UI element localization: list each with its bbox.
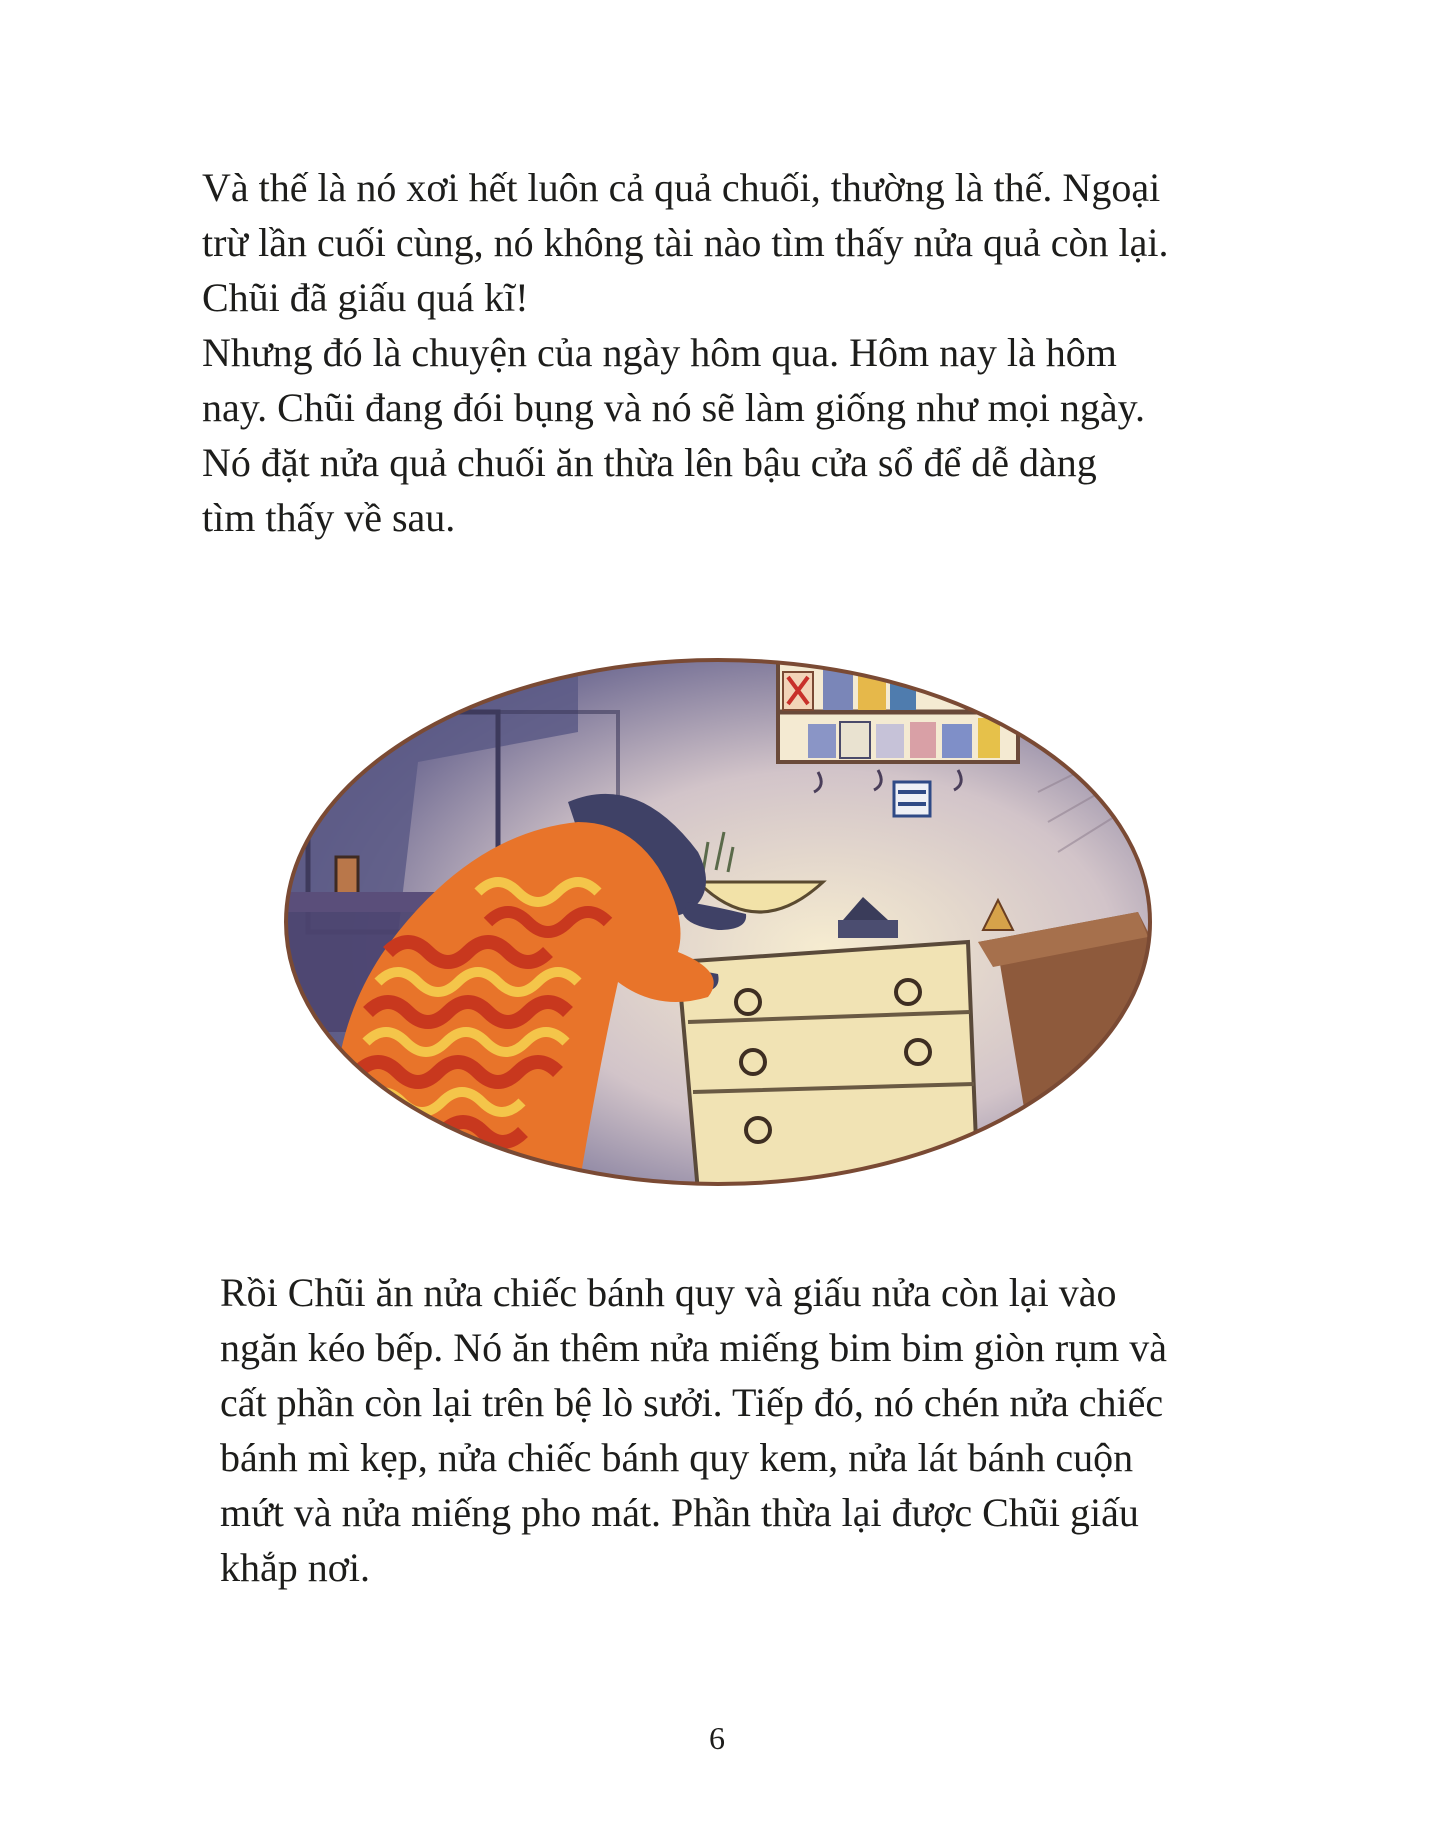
text-line: Và thế là nó xơi hết luôn cả quả chuối, thường là thế. Ngoại <box>202 165 1161 210</box>
text-line: Rồi Chũi ăn nửa chiếc bánh quy và giấu nửa còn lại vào <box>220 1270 1117 1315</box>
page-number: 6 <box>709 1720 725 1756</box>
text-line: Nó đặt nửa quả chuối ăn thừa lên bậu cửa sổ để dễ dàng <box>202 440 1097 485</box>
text-line: bánh mì kẹp, nửa chiếc bánh quy kem, nửa lát bánh cuộn <box>220 1435 1134 1480</box>
text-line: Nhưng đó là chuyện của ngày hôm qua. Hôm nay là hôm <box>202 330 1117 375</box>
text-line: Chũi đã giấu quá kĩ! <box>202 275 529 320</box>
text-line: mứt và nửa miếng pho mát. Phần thừa lại được Chũi giấu <box>220 1490 1139 1535</box>
text-line: khắp nơi. <box>220 1545 371 1590</box>
mole-kitchen-illustration <box>278 652 1158 1192</box>
text-line: cất phần còn lại trên bệ lò sưởi. Tiếp đó, nó chén nửa chiếc <box>220 1380 1164 1425</box>
text-line: ngăn kéo bếp. Nó ăn thêm nửa miếng bim bim giòn rụm và <box>220 1325 1168 1370</box>
text-line: tìm thấy về sau. <box>202 495 456 540</box>
text-line: nay. Chũi đang đói bụng và nó sẽ làm giống như mọi ngày. <box>202 385 1146 430</box>
top-paragraphs <box>202 160 1168 545</box>
text-line: trừ lần cuối cùng, nó không tài nào tìm thấy nửa quả còn lại. <box>202 220 1169 265</box>
bottom-paragraph <box>220 1265 1167 1595</box>
